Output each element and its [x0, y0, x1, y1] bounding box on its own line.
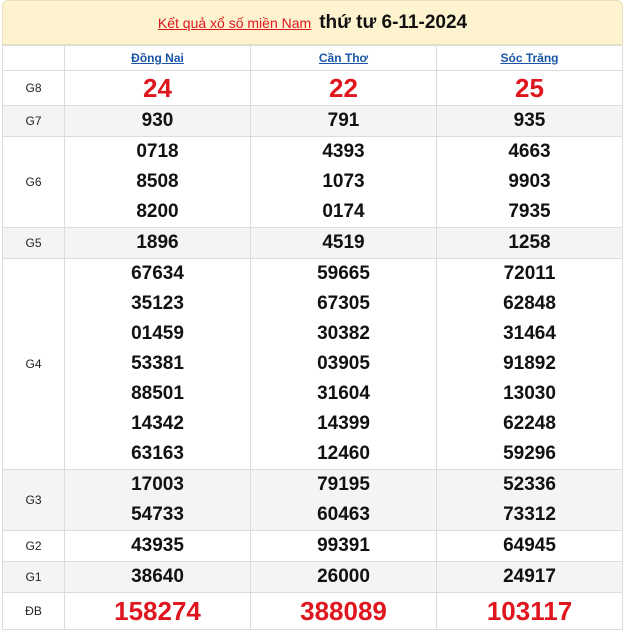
prize-number: 8200: [136, 201, 179, 222]
prize-cell: [437, 71, 623, 106]
prize-number: 35123: [131, 293, 184, 314]
prize-number: 22: [329, 73, 358, 103]
prize-cell: [437, 531, 623, 562]
province-header: [437, 46, 623, 71]
prize-row: [3, 106, 623, 137]
prize-number: 60463: [317, 504, 370, 525]
prize-number: 62248: [503, 413, 556, 434]
prize-number: 12460: [317, 443, 370, 464]
prize-number: 52336: [503, 474, 556, 495]
prize-row: [3, 71, 623, 106]
prize-number: 43935: [131, 535, 184, 556]
prize-cell: [65, 470, 251, 531]
province-header: [65, 46, 251, 71]
prize-number: 14342: [131, 413, 184, 434]
prize-number: 0718: [136, 141, 179, 162]
prize-number: 72011: [503, 263, 556, 284]
prize-number: 935: [513, 110, 546, 131]
prize-number: 14399: [317, 413, 370, 434]
prize-row: [3, 531, 623, 562]
prize-number: 930: [141, 110, 174, 131]
prize-number: 79195: [317, 474, 370, 495]
prize-number: 17003: [131, 474, 184, 495]
results-panel: [2, 0, 623, 630]
prize-cell: [251, 259, 437, 470]
prize-cell: [437, 259, 623, 470]
prize-number: 91892: [503, 353, 556, 374]
prize-number: 0174: [322, 201, 365, 222]
prize-number: 38640: [131, 566, 184, 587]
prize-label: G4: [3, 259, 65, 470]
prize-cell: [251, 593, 437, 630]
province-link[interactable]: Đồng Nai: [131, 51, 184, 65]
prize-number: 30382: [317, 323, 370, 344]
prize-cell: [65, 531, 251, 562]
draw-date: thứ tư 6-11-2024: [319, 11, 468, 33]
prize-cell: [65, 137, 251, 228]
prize-number: 388089: [300, 596, 387, 626]
prize-row: [3, 228, 623, 259]
prize-number: 158274: [114, 596, 201, 626]
prize-cell: [251, 562, 437, 593]
prize-label: G8: [3, 71, 65, 106]
prize-cell: [251, 71, 437, 106]
prize-row: [3, 562, 623, 593]
province-link[interactable]: Sóc Trăng: [500, 51, 559, 65]
prize-number: 59296: [503, 443, 556, 464]
prize-number: 1896: [136, 232, 179, 253]
prize-number: 4393: [322, 141, 365, 162]
corner-cell: [3, 46, 65, 71]
results-link[interactable]: Kết quả xổ số miền Nam: [157, 14, 312, 31]
prize-label: G7: [3, 106, 65, 137]
province-header-row: [3, 46, 623, 71]
prize-number: 73312: [503, 504, 556, 525]
prize-cell: [437, 470, 623, 531]
prize-number: 63163: [131, 443, 184, 464]
prize-label: ĐB: [3, 593, 65, 630]
prize-number: 67305: [317, 293, 370, 314]
prize-cell: [437, 137, 623, 228]
prize-number: 53381: [131, 353, 184, 374]
prize-number: 25: [515, 73, 544, 103]
prize-number: 31604: [317, 383, 370, 404]
prize-cell: [65, 593, 251, 630]
prize-cell: [251, 228, 437, 259]
prize-number: 62848: [503, 293, 556, 314]
prize-cell: [437, 562, 623, 593]
prize-cell: [437, 593, 623, 630]
prize-number: 67634: [131, 263, 184, 284]
prize-number: 88501: [131, 383, 184, 404]
prize-number: 8508: [136, 171, 179, 192]
prize-cell: [251, 137, 437, 228]
prize-label: G3: [3, 470, 65, 531]
prize-number: 01459: [131, 323, 184, 344]
prize-cell: [251, 470, 437, 531]
prize-cell: [65, 259, 251, 470]
prize-number: 4663: [508, 141, 551, 162]
prize-label: G5: [3, 228, 65, 259]
province-header: [251, 46, 437, 71]
prize-label: G1: [3, 562, 65, 593]
prize-cell: [65, 562, 251, 593]
prize-number: 64945: [503, 535, 556, 556]
prize-number: 7935: [508, 201, 551, 222]
prize-number: 31464: [503, 323, 556, 344]
prize-cell: [251, 106, 437, 137]
prize-cell: [437, 106, 623, 137]
prize-number: 59665: [317, 263, 370, 284]
prize-cell: [251, 531, 437, 562]
prize-number: 1258: [508, 232, 551, 253]
prize-cell: [65, 228, 251, 259]
prize-number: 54733: [131, 504, 184, 525]
prize-number: 26000: [317, 566, 370, 587]
prize-cell: [65, 106, 251, 137]
prize-row: [3, 470, 623, 531]
province-link[interactable]: Cần Thơ: [318, 51, 369, 65]
prize-cell: [65, 71, 251, 106]
prize-number: 791: [327, 110, 360, 131]
prize-number: 24917: [503, 566, 556, 587]
prize-label: G2: [3, 531, 65, 562]
prize-cell: [437, 228, 623, 259]
results-header: [2, 0, 623, 45]
prize-label: G6: [3, 137, 65, 228]
prize-number: 9903: [508, 171, 551, 192]
prize-number: 24: [143, 73, 172, 103]
prize-number: 4519: [322, 232, 365, 253]
prize-number: 13030: [503, 383, 556, 404]
prize-row: [3, 259, 623, 470]
prize-number: 1073: [322, 171, 365, 192]
results-table: [2, 45, 623, 630]
prize-number: 03905: [317, 353, 370, 374]
prize-number: 99391: [317, 535, 370, 556]
prize-row: [3, 137, 623, 228]
prize-number: 103117: [486, 596, 573, 626]
prize-row: [3, 593, 623, 630]
